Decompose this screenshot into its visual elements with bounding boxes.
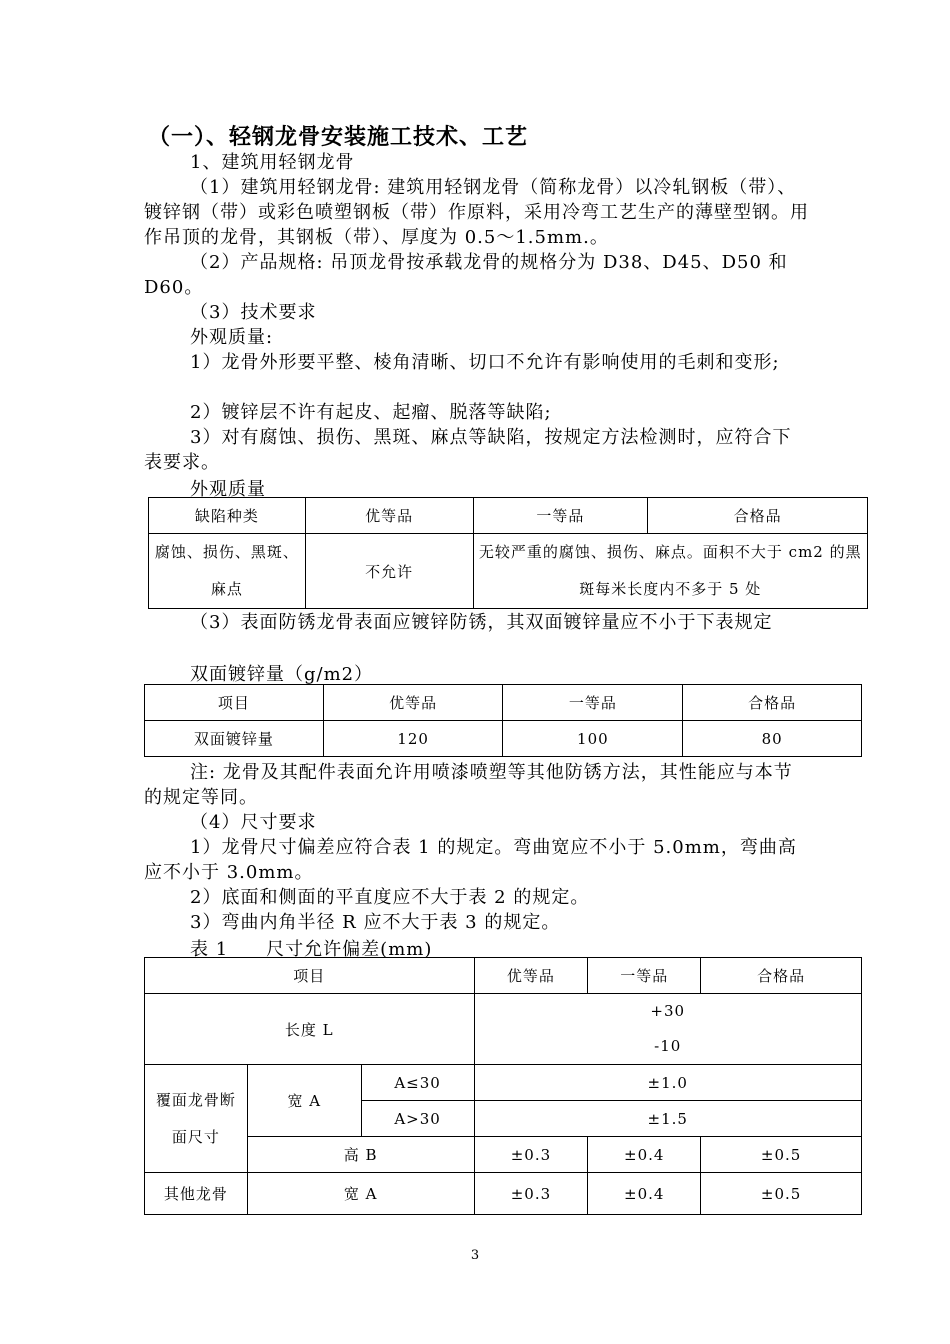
paragraph-dim-1: 1）龙骨尺寸偏差应符合表 1 的规定。弯曲宽应不小于 5.0mm，弯曲高应不小于 3.0mm。 bbox=[144, 837, 797, 883]
table-row bbox=[145, 994, 862, 1065]
appearance-quality-table bbox=[148, 497, 868, 609]
header-cell: 优等品 bbox=[305, 498, 473, 534]
table-cell: 高 B bbox=[247, 1137, 474, 1173]
table-cell: 无较严重的腐蚀、损伤、麻点。面积不大于 cm2 的黑斑每米长度内不多于 5 处 bbox=[473, 534, 867, 609]
table-cell: ±0.3 bbox=[474, 1137, 588, 1173]
header-cell: 项目 bbox=[145, 958, 475, 994]
paragraph-dimension-requirements: （4）尺寸要求 bbox=[190, 812, 317, 833]
zinc-coating-table bbox=[144, 684, 862, 757]
header-cell: 缺陷种类 bbox=[149, 498, 306, 534]
paragraph-req-3: 3）对有腐蚀、损伤、黑斑、麻点等缺陷，按规定方法检测时，应符合下表要求。 bbox=[144, 427, 792, 473]
section-heading: （一）、轻钢龙骨安装施工技术、工艺 bbox=[148, 124, 529, 150]
length-lower: -10 bbox=[654, 1037, 682, 1055]
table-cell: 覆面龙骨断面尺寸 bbox=[145, 1065, 248, 1173]
table-caption-zinc: 双面镀锌量（g/m2） bbox=[190, 664, 374, 685]
paragraph-dim-3: 3）弯曲内角半径 R 应不大于表 3 的规定。 bbox=[190, 912, 561, 933]
header-cell: 一等品 bbox=[473, 498, 648, 534]
paragraph-req-2: 2）镀锌层不许有起皮、起瘤、脱落等缺陷; bbox=[190, 402, 552, 423]
table-cell: 120 bbox=[323, 721, 503, 757]
table-cell: 腐蚀、损伤、黑斑、麻点 bbox=[149, 534, 306, 609]
header-cell: 优等品 bbox=[474, 958, 588, 994]
paragraph-req-1: 1）龙骨外形要平整、棱角清晰、切口不允许有影响使用的毛刺和变形; bbox=[190, 352, 780, 373]
paragraph-product-specs: （2）产品规格: 吊顶龙骨按承载龙骨的规格分为 D38、D45、D50 和 D60。 bbox=[144, 252, 788, 298]
header-cell: 合格品 bbox=[701, 958, 862, 994]
table-cell: 不允许 bbox=[305, 534, 473, 609]
header-cell: 项目 bbox=[145, 685, 324, 721]
header-cell: 优等品 bbox=[323, 685, 503, 721]
table-cell: ±0.5 bbox=[701, 1173, 862, 1215]
paragraph-light-steel-definition: （1）建筑用轻钢龙骨: 建筑用轻钢龙骨（简称龙骨）以冷轧钢板（带）、镀锌钢（带）或彩色喷塑钢板（带）作原料，采用冷弯工艺生产的薄壁型钢。用作吊顶的龙骨，其钢板（带）、厚度为 0.5～1.5mm.。 bbox=[144, 177, 809, 248]
table-cell: 100 bbox=[503, 721, 683, 757]
table-cell: ±1.5 bbox=[474, 1101, 862, 1137]
header-cell: 一等品 bbox=[503, 685, 683, 721]
header-cell: 合格品 bbox=[683, 685, 862, 721]
table-cell: 宽 A bbox=[247, 1173, 474, 1215]
table-cell bbox=[474, 994, 862, 1065]
table-cell: ±0.4 bbox=[588, 1173, 701, 1215]
table-cell: 80 bbox=[683, 721, 862, 757]
table-cell: ±1.0 bbox=[474, 1065, 862, 1101]
table-row bbox=[145, 1137, 862, 1173]
paragraph-dim-2: 2）底面和侧面的平直度应不大于表 2 的规定。 bbox=[190, 887, 590, 908]
table-cell: 宽 A bbox=[247, 1065, 361, 1137]
table-row bbox=[145, 1065, 862, 1101]
header-cell: 一等品 bbox=[588, 958, 701, 994]
table-cell: ±0.3 bbox=[474, 1173, 588, 1215]
paragraph-note: 注: 龙骨及其配件表面允许用喷漆喷塑等其他防锈方法，其性能应与本节的规定等同。 bbox=[144, 762, 793, 808]
paragraph-appearance-quality: 外观质量: bbox=[190, 327, 274, 348]
table-cell: A≤30 bbox=[361, 1065, 474, 1101]
table-cell: ±0.5 bbox=[701, 1137, 862, 1173]
dimension-deviation-table bbox=[144, 957, 862, 1215]
table-header-row bbox=[145, 958, 862, 994]
table-row bbox=[145, 721, 862, 757]
table-header-row bbox=[145, 685, 862, 721]
subheading-1: 1、建筑用轻钢龙骨 bbox=[190, 152, 355, 173]
table-caption-table1: 表 1 尺寸允许偏差(mm) bbox=[190, 939, 433, 960]
paragraph-zinc-coating: （3）表面防锈龙骨表面应镀锌防锈，其双面镀锌量应不小于下表规定 bbox=[190, 612, 773, 633]
table-header-row bbox=[149, 498, 868, 534]
paragraph-technical-requirements: （3）技术要求 bbox=[190, 302, 317, 323]
table-caption-appearance: 外观质量 bbox=[190, 479, 266, 500]
table-row bbox=[145, 1173, 862, 1215]
table-cell: A>30 bbox=[361, 1101, 474, 1137]
table-cell: ±0.4 bbox=[588, 1137, 701, 1173]
table-cell: 双面镀锌量 bbox=[145, 721, 324, 757]
header-cell: 合格品 bbox=[648, 498, 868, 534]
table-row bbox=[149, 534, 868, 609]
table-cell: 其他龙骨 bbox=[145, 1173, 248, 1215]
page-number: 3 bbox=[470, 1248, 480, 1263]
table-cell: 长度 L bbox=[145, 994, 475, 1065]
length-upper: +30 bbox=[650, 1002, 686, 1020]
